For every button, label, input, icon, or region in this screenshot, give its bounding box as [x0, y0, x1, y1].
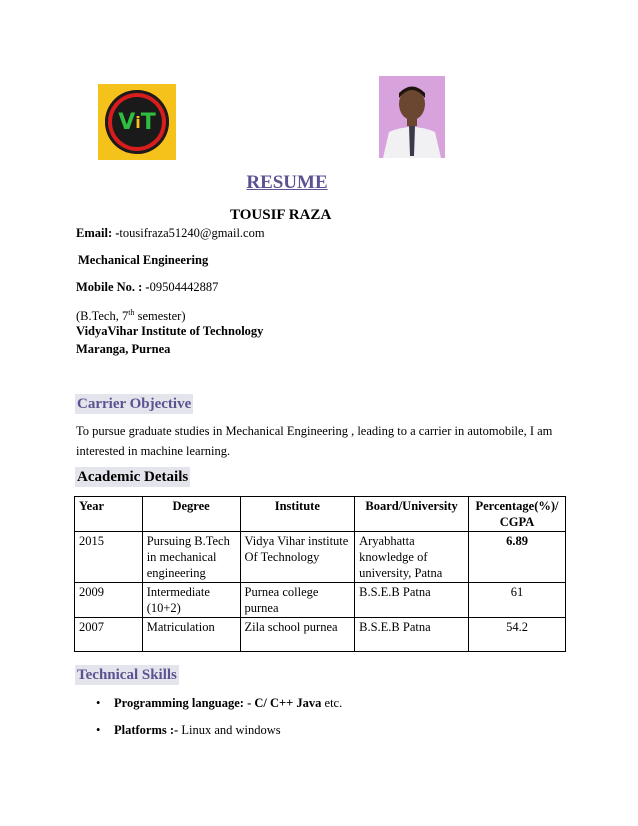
course-line [76, 308, 186, 324]
header-percentage: Percentage(%)/ CGPA [469, 497, 566, 532]
cell-percentage: 6.89 [469, 532, 566, 583]
skill-item [96, 696, 342, 711]
course-sup: th [128, 308, 135, 317]
cell-institute: Purnea college purnea [240, 583, 355, 618]
skill-label: Platforms :- [114, 723, 179, 737]
header-board: Board/University [355, 497, 469, 532]
institute-name: VidyaVihar Institute of Technology [76, 324, 264, 338]
profile-photo [379, 76, 445, 158]
skill-value: Linux and windows [181, 723, 281, 737]
bullet-icon: • [96, 723, 101, 737]
email-line [76, 226, 265, 241]
objective-heading: Carrier Objective [77, 396, 192, 412]
cell-degree: Pursuing B.Tech in mechanical engineering [142, 532, 240, 583]
institute-location: Maranga, Purnea [76, 342, 171, 356]
skill-item [96, 723, 281, 738]
bullet-icon: • [96, 696, 101, 710]
table-row [75, 618, 566, 652]
email-value: tousifraza51240@gmail.com [119, 226, 265, 240]
email-label: Email: - [76, 226, 120, 240]
table-row [75, 532, 566, 583]
cell-year: 2015 [75, 532, 143, 583]
academic-table [74, 496, 566, 652]
table-header-row [75, 497, 566, 532]
cell-percentage: 54.2 [469, 618, 566, 652]
page-title: RESUME [246, 172, 328, 193]
header-institute: Institute [240, 497, 355, 532]
mobile-label: Mobile No. : - [76, 280, 150, 294]
academic-heading: Academic Details [77, 469, 189, 485]
cell-degree: Matriculation [142, 618, 240, 652]
cell-degree: Intermediate (10+2) [142, 583, 240, 618]
course-text: (B.Tech, 7 [76, 309, 129, 324]
cell-board: B.S.E.B Patna [355, 583, 469, 618]
skills-heading: Technical Skills [77, 667, 177, 683]
candidate-name: TOUSIF RAZA [230, 207, 332, 223]
header-degree: Degree [142, 497, 240, 532]
mobile-value: 09504442887 [149, 280, 219, 294]
course-text-end: semester) [134, 309, 186, 324]
branch: Mechanical Engineering [78, 253, 209, 267]
cell-year: 2007 [75, 618, 143, 652]
objective-text: To pursue graduate studies in Mechanical Engineering , leading to a carrier in automobile, I am interested in machine learning. [76, 424, 553, 458]
cell-percentage: 61 [469, 583, 566, 618]
table-row [75, 583, 566, 618]
cell-year: 2009 [75, 583, 143, 618]
college-logo: V i T [98, 84, 176, 160]
cell-institute: Vidya Vihar institute Of Technology [240, 532, 355, 583]
mobile-line [76, 280, 218, 295]
skill-value: etc. [324, 696, 343, 710]
header-year: Year [75, 497, 143, 532]
skill-label: Programming language: - C/ C++ Java [114, 696, 322, 710]
cell-board: Aryabhatta knowledge of university, Patna [355, 532, 469, 583]
cell-institute: Zila school purnea [240, 618, 355, 652]
cell-board: B.S.E.B Patna [355, 618, 469, 652]
